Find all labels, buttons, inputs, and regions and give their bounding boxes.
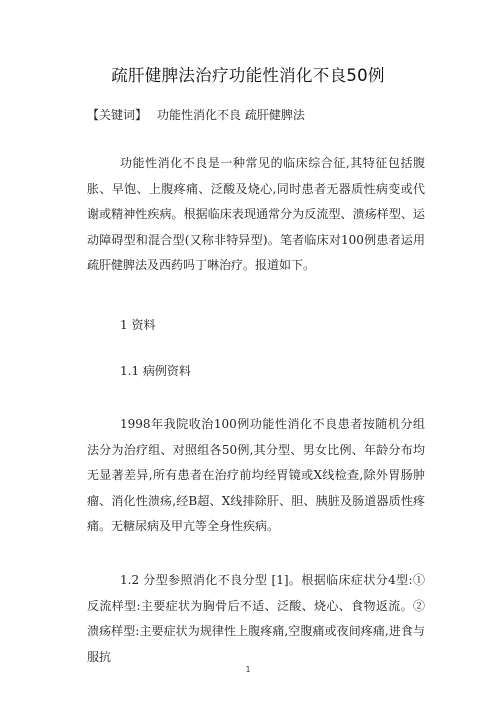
keywords-text: 功能性消化不良 疏肝健脾法: [157, 108, 305, 122]
section-heading-materials: 1 资料: [120, 318, 156, 332]
page-number: 1: [245, 665, 251, 674]
subsection-heading-cases: 1.1 病例资料: [120, 364, 191, 378]
classification-paragraph: 1.2 分型参照消化不良分型 [1]。根据临床症状分4型:①反流样型:主要症状为胸骨后不适、泛酸、烧心、食物返流。②溃疡样型:主要症状为规律性上腹疼痛,空腹痛或夜间疼痛,进食与服抗: [87, 573, 425, 664]
keywords-label: 【关键词】: [87, 108, 148, 122]
cases-paragraph: 1998年我院收治100例功能性消化不良患者按随机分组法分为治疗组、对照组各50例,其分型、男女比例、年龄分布均无显著差异,所有患者在治疗前均经胃镜或X线检查,除外胃肠肿瘤、消化性溃疡,经B超、X线排除肝、胆、胰脏及肠道器质性疼痛。无糖尿病及甲亢等全身性疾病。: [87, 417, 425, 533]
intro-paragraph: 功能性消化不良是一种常见的临床综合征,其特征包括腹胀、早饱、上腹疼痛、泛酸及烧心,同时患者无器质性病变或代谢或精神性疾病。根据临床表现通常分为反流型、溃疡样型、运动障碍型和混合型(又称非特异型)。笔者临床对100例患者运用疏肝健脾法及西药吗丁啉治疗。报道如下。: [87, 156, 425, 272]
document-title: 疏肝健脾法治疗功能性消化不良50例: [111, 66, 385, 85]
keywords-line: [87, 106, 305, 123]
